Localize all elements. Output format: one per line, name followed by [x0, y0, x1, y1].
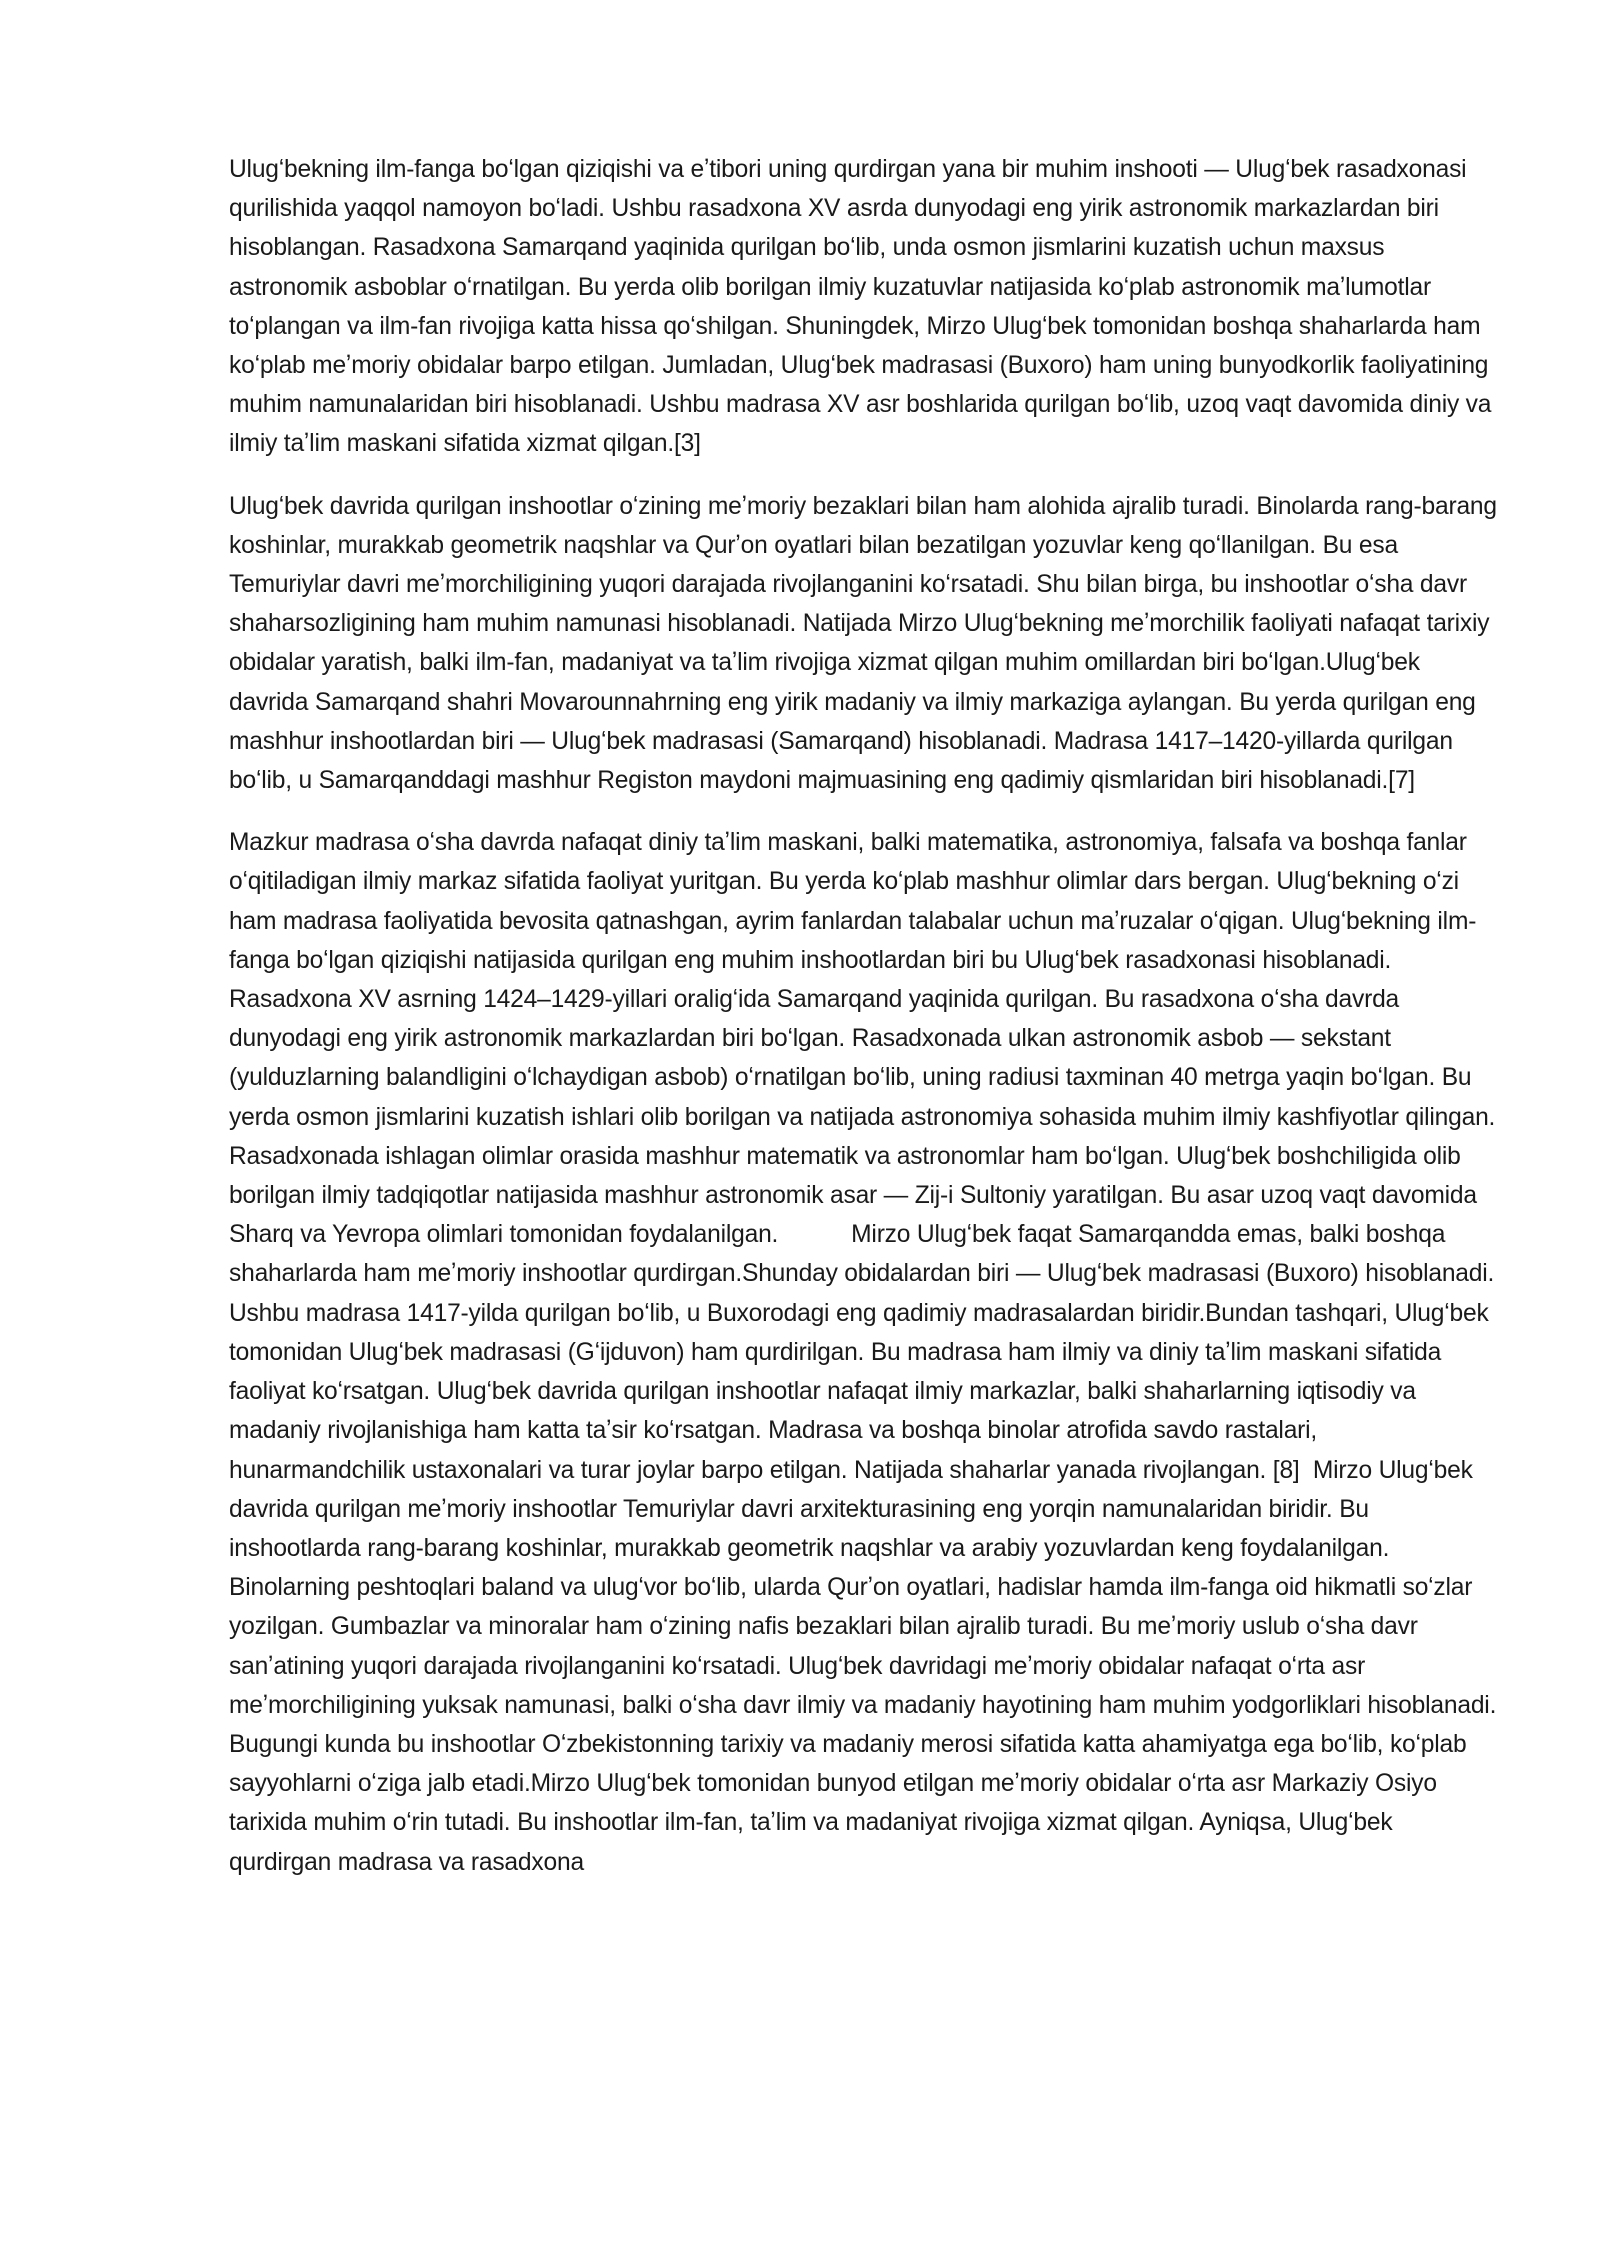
paragraph-1: Ulugʻbekning ilm-fanga boʻlgan qiziqishi va eʼtibori uning qurdirgan yana bir muhim inshooti — Ulugʻbek rasadxonasi qurilishida yaqqol namoyon boʻladi. Ushbu rasadxona XV asrda dunyodagi eng yirik astronomik markazlardan biri hisoblangan. Rasadxona Samarqand yaqinida qurilgan boʻlib, unda osmon jismlarini kuzatish uchun maxsus astronomik asboblar oʻrnatilgan. Bu yerda olib borilgan ilmiy kuzatuvlar natijasida koʻplab astronomik maʼlumotlar toʻplangan va ilm-fan rivojiga katta hissa qoʻshilgan. Shuningdek, Mirzo Ulugʻbek tomonidan boshqa shaharlarda ham koʻplab meʼmoriy obidalar barpo etilgan. Jumladan, Ulugʻbek madrasasi (Buxoro) ham uning bunyodkorlik faoliyatining muhim namunalaridan biri hisoblanadi. Ushbu madrasa XV asr boshlarida qurilgan boʻlib, uzoq vaqt davomida diniy va ilmiy taʼlim maskani sifatida xizmat qilgan.[3]	[229, 156, 1498, 458]
paragraph-2: Ulugʻbek davrida qurilgan inshootlar oʻzining meʼmoriy bezaklari bilan ham alohida ajralib turadi. Binolarda rang-barang koshinlar, murakkab geometrik naqshlar va Qurʼon oyatlari bilan bezatilgan yozuvlar keng qoʻllanilgan. Bu esa Temuriylar davri meʼmorchiligining yuqori darajada rivojlanganini koʻrsatadi. Shu bilan birga, bu inshootlar oʻsha davr shaharsozligining ham muhim namunasi hisoblanadi. Natijada Mirzo Ulugʻbekning meʼmorchilik faoliyati nafaqat tarixiy obidalar yaratish, balki ilm-fan, madaniyat va taʼlim rivojiga xizmat qilgan muhim omillardan biri boʻlgan.Ulugʻbek davrida Samarqand shahri Movarounnahrning eng yirik madaniy va ilmiy markaziga aylangan. Bu yerda qurilgan eng mashhur inshootlardan biri — Ulugʻbek madrasasi (Samarqand) hisoblanadi. Madrasa 1417–1420-yillarda qurilgan boʻlib, u Samarqanddagi mashhur Registon maydoni majmuasining eng qadimiy qismlaridan biri hisoblanadi.[7]	[229, 492, 1504, 795]
paragraph-3: Mazkur madrasa oʻsha davrda nafaqat diniy taʼlim maskani, balki matematika, astronomiya, falsafa va boshqa fanlar oʻqitiladigan ilmiy markaz sifatida faoliyat yuritgan. Bu yerda koʻplab mashhur olimlar dars bergan. Ulugʻbekning oʻzi ham madrasa faoliyatida bevosita qatnashgan, ayrim fanlardan talabalar uchun maʼruzalar oʻqigan. Ulugʻbekning ilm-fanga boʻlgan qiziqishi natijasida qurilgan eng muhim inshootlardan biri bu Ulugʻbek rasadxonasi hisoblanadi. Rasadxona XV asrning 1424–1429-yillari oraligʻida Samarqand yaqinida qurilgan. Bu rasadxona oʻsha davrda dunyodagi eng yirik astronomik markazlardan biri boʻlgan. Rasadxonada ulkan astronomik asbob — sekstant (yulduzlarning balandligini oʻlchaydigan asbob) oʻrnatilgan boʻlib, uning radiusi taxminan 40 metrga yaqin boʻlgan. Bu yerda osmon jismlarini kuzatish ishlari olib borilgan va natijada astronomiya sohasida muhim ilmiy kashfiyotlar qilingan. Rasadxonada ishlagan olimlar orasida mashhur matematik va astronomlar ham boʻlgan. Ulugʻbek boshchiligida olib borilgan ilmiy tadqiqotlar natijasida mashhur astronomik asar — Zij-i Sultoniy yaratilgan. Bu asar uzoq vaqt davomida Sharq va Yevropa olimlari tomonidan foydalanilgan. Mirzo Ulugʻbek faqat Samarqandda emas, balki boshqa shaharlarda ham meʼmoriy inshootlar qurdirgan.Shunday obidalardan biri — Ulugʻbek madrasasi (Buxoro) hisoblanadi. Ushbu madrasa 1417-yilda qurilgan boʻlib, u Buxorodagi eng qadimiy madrasalardan biridir.Bundan tashqari, Ulugʻbek tomonidan Ulugʻbek madrasasi (Gʻijduvon) ham qurdirilgan. Bu madrasa ham ilmiy va diniy taʼlim maskani sifatida faoliyat koʻrsatgan. Ulugʻbek davrida qurilgan inshootlar nafaqat ilmiy markazlar, balki shaharlarning iqtisodiy va madaniy rivojlanishiga ham katta taʼsir koʻrsatgan. Madrasa va boshqa binolar atrofida savdo rastalari, hunarmandchilik ustaxonalari va turar joylar barpo etilgan. Natijada shaharlar yanada rivojlangan. [8] Mirzo Ulugʻbek davrida qurilgan meʼmoriy inshootlar Temuriylar davri arxitekturasining eng yorqin namunalaridan biridir. Bu inshootlarda rang-barang koshinlar, murakkab geometrik naqshlar va arabiy yozuvlardan keng foydalanilgan. Binolarning peshtoqlari baland va ulugʻvor boʻlib, ularda Qurʼon oyatlari, hadislar hamda ilm-fanga oid hikmatli soʻzlar yozilgan. Gumbazlar va minoralar ham oʻzining nafis bezaklari bilan ajralib turadi. Bu meʼmoriy uslub oʻsha davr sanʼatining yuqori darajada rivojlanganini koʻrsatadi. Ulugʻbek davridagi meʼmoriy obidalar nafaqat oʻrta asr meʼmorchiligining yuksak namunasi, balki oʻsha davr ilmiy va madaniy hayotining ham muhim yodgorliklari hisoblanadi. Bugungi kunda bu inshootlar Oʻzbekistonning tarixiy va madaniy merosi sifatida katta ahamiyatga ega boʻlib, koʻplab sayyohlarni oʻziga jalb etadi.Mirzo Ulugʻbek tomonidan bunyod etilgan meʼmoriy obidalar oʻrta asr Markaziy Osiyo tarixida muhim oʻrin tutadi. Bu inshootlar ilm-fan, taʼlim va madaniyat rivojiga xizmat qilgan. Ayniqsa, Ulugʻbek qurdirgan madrasa va rasadxona	[229, 829, 1503, 1876]
document-body	[229, 150, 1504, 1905]
